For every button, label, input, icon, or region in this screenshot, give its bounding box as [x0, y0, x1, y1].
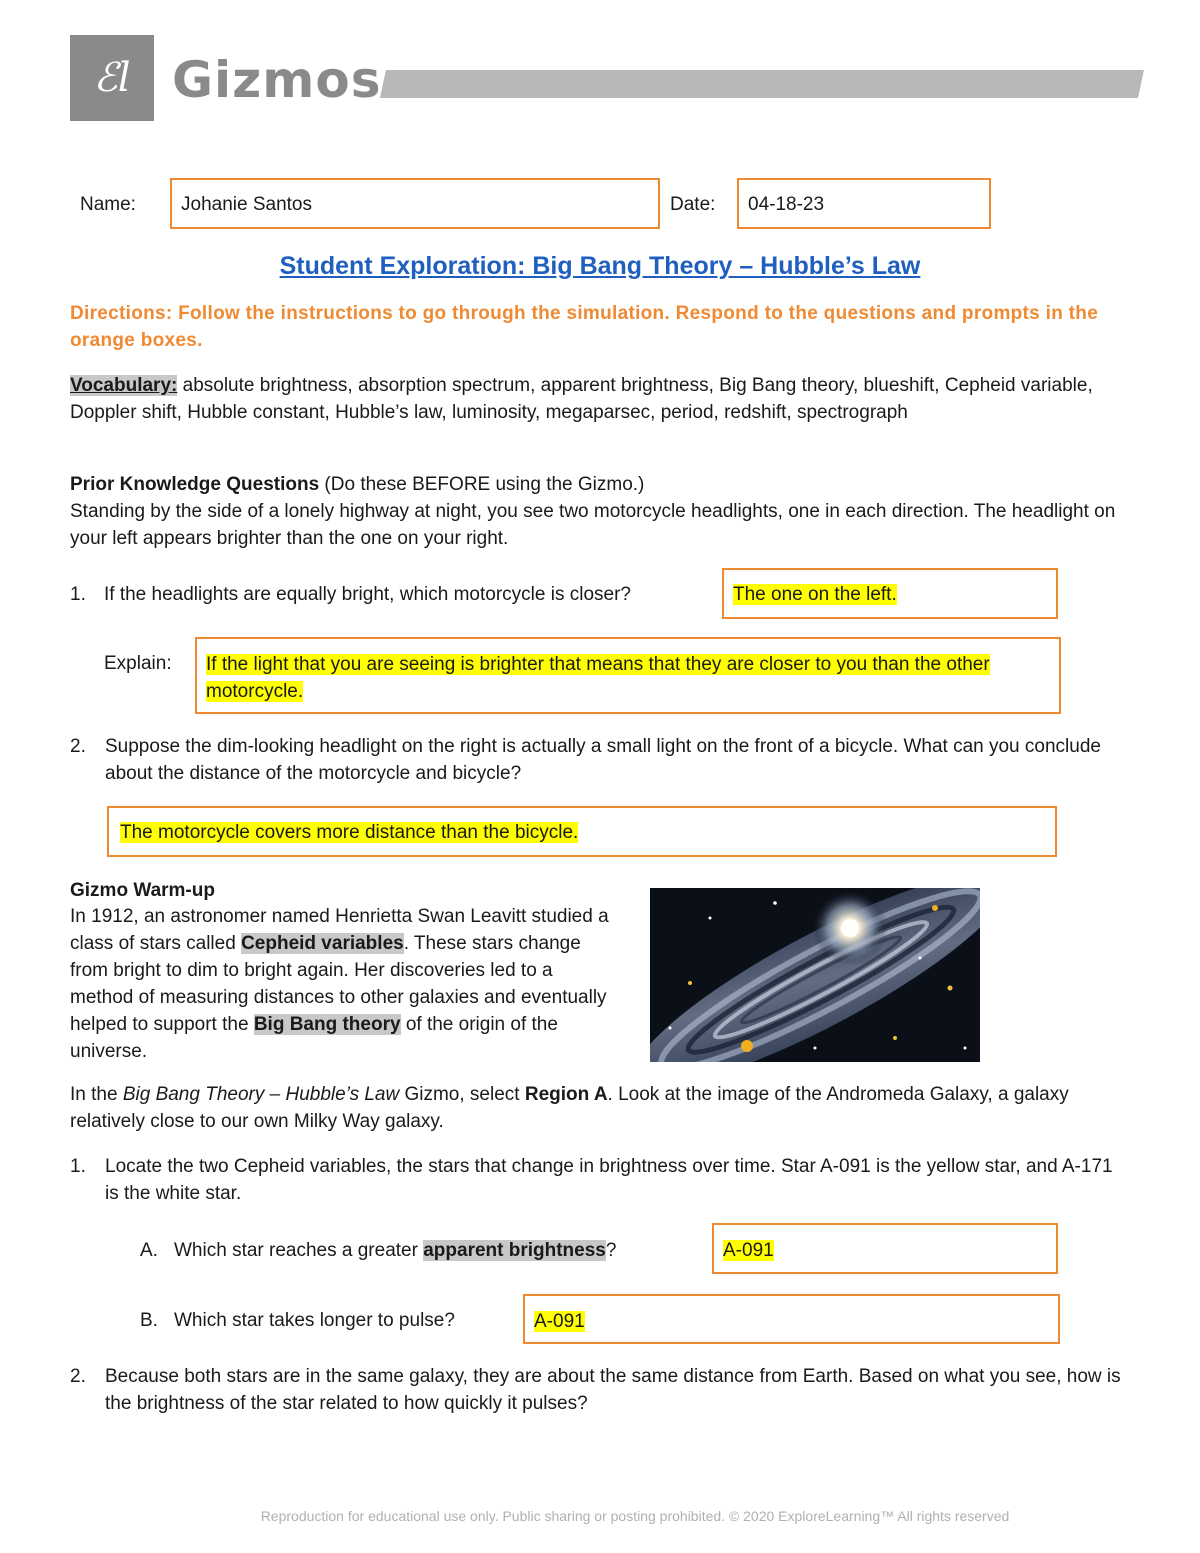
prior-q2-text: Suppose the dim-looking headlight on the right is actually a small light on the front of a bicycle. What can you conclude about the distance of the motorcycle and bicycle? [105, 736, 1101, 784]
term-big-bang-theory: Big Bang theory [253, 1014, 401, 1035]
term-cepheid-variables: Cepheid variables [241, 933, 404, 954]
prior-q2-answer: The motorcycle covers more distance than the bicycle. [120, 822, 579, 843]
warmup-p1-text-b: . These stars change from bright to dim to bright again. Her discoveries led to a method of measuring distances to other galaxies and eventually helped to support the [70, 933, 607, 1035]
warmup-paragraph-2 [70, 1081, 1130, 1135]
explain-answer-box[interactable] [195, 637, 1061, 714]
name-value: Johanie Santos [181, 194, 312, 215]
warmup-qb-answer-box[interactable] [523, 1294, 1060, 1344]
prior-heading-text: Prior Knowledge Questions [70, 474, 320, 495]
prior-q1-answer-box[interactable] [722, 568, 1058, 619]
warmup-q2-text: Because both stars are in the same galaxy, they are about the same distance from Earth. Based on what you see, how is the brightness of the star related to how quickly it pulses? [105, 1366, 1121, 1414]
warmup-qa-answer-box[interactable] [712, 1223, 1058, 1274]
explorelearning-logo: ℰl [93, 55, 131, 101]
region-a: Region A [524, 1084, 608, 1105]
andromeda-galaxy-image [650, 888, 980, 1062]
explain-answer: If the light that you are seeing is brighter that means that they are closer to you than the other motorcycle. [206, 654, 990, 702]
prior-knowledge-heading [70, 471, 1130, 498]
name-field[interactable] [170, 178, 660, 229]
warmup-p1-text-c: of the origin of the universe. [70, 1014, 558, 1062]
warmup-q1 [70, 1153, 1130, 1207]
name-label: Name: [80, 194, 136, 215]
warmup-qa-text-b: ? [605, 1240, 617, 1261]
warmup-qa-letter: A. [140, 1240, 158, 1261]
prior-q1-number: 1. [70, 584, 86, 605]
warmup-q2-number: 2. [70, 1366, 86, 1387]
warmup-qb-answer: A-091 [534, 1311, 585, 1332]
warmup-q1-number: 1. [70, 1156, 86, 1177]
footer-copyright: Reproduction for educational use only. Public sharing or posting prohibited. © 2020 ExploreLearning™ All rights reserved [260, 1508, 1010, 1524]
warmup-qa [140, 1237, 616, 1264]
warmup-p2-text-b: Gizmo, select [399, 1084, 525, 1105]
prior-q2 [70, 733, 1130, 787]
vocabulary-list: absolute brightness, absorption spectrum, apparent brightness, Big Bang theory, blueshift, Cepheid variable, Doppler shift, Hubble constant, Hubble’s law, luminosity, megaparsec, period, redshift, spectrograph [70, 375, 1093, 423]
vocabulary [70, 372, 1130, 426]
warmup-p2-text-c: . Look at the image of the Andromeda Galaxy, a galaxy relatively close to our own Milky Way galaxy. [70, 1084, 1069, 1132]
date-field[interactable] [737, 178, 991, 229]
warmup-heading: Gizmo Warm-up [70, 880, 215, 901]
warmup-qa-answer: A-091 [723, 1240, 774, 1261]
warmup-qb-letter: B. [140, 1310, 158, 1331]
warmup-paragraph-1 [70, 903, 620, 1065]
prior-intro: Standing by the side of a lonely highway at night, you see two motorcycle headlights, one in each direction. The headlight on your left appears brighter than the one on your right. [70, 501, 1116, 549]
prior-heading-note: (Do these BEFORE using the Gizmo.) [319, 474, 645, 495]
vocabulary-label: Vocabulary: [70, 375, 178, 396]
date-label: Date: [670, 194, 716, 215]
prior-q2-answer-box[interactable] [107, 806, 1057, 857]
warmup-p1-text-a: In 1912, an astronomer named Henrietta Swan Leavitt studied a class of stars called [70, 906, 609, 954]
prior-q1-answer: The one on the left. [733, 584, 897, 605]
warmup-q2 [70, 1363, 1130, 1417]
warmup-qa-text-a: Which star reaches a greater [174, 1240, 424, 1261]
warmup-qb [140, 1307, 455, 1334]
warmup-qb-text: Which star takes longer to pulse? [174, 1310, 455, 1331]
gizmos-brand: Gizmos [172, 51, 382, 109]
warmup-q1-text: Locate the two Cepheid variables, the stars that change in brightness over time. Star A-091 is the yellow star, and A-171 is the white star. [105, 1156, 1113, 1204]
page-title: Student Exploration: Big Bang Theory – Hubble’s Law [279, 252, 921, 280]
prior-q1-text: If the headlights are equally bright, which motorcycle is closer? [104, 584, 631, 605]
prior-q1 [70, 581, 631, 608]
warmup-p2-text-a: In the [70, 1084, 123, 1105]
prior-q2-number: 2. [70, 736, 86, 757]
header-bar [380, 70, 1144, 98]
date-value: 04-18-23 [748, 194, 825, 215]
gizmo-name: Big Bang Theory – Hubble’s Law [122, 1084, 400, 1105]
explain-label: Explain: [104, 653, 172, 674]
term-apparent-brightness: apparent brightness [423, 1240, 606, 1261]
directions: Directions: Follow the instructions to go through the simulation. Respond to the questions and prompts in the orange boxes. [70, 303, 1099, 351]
